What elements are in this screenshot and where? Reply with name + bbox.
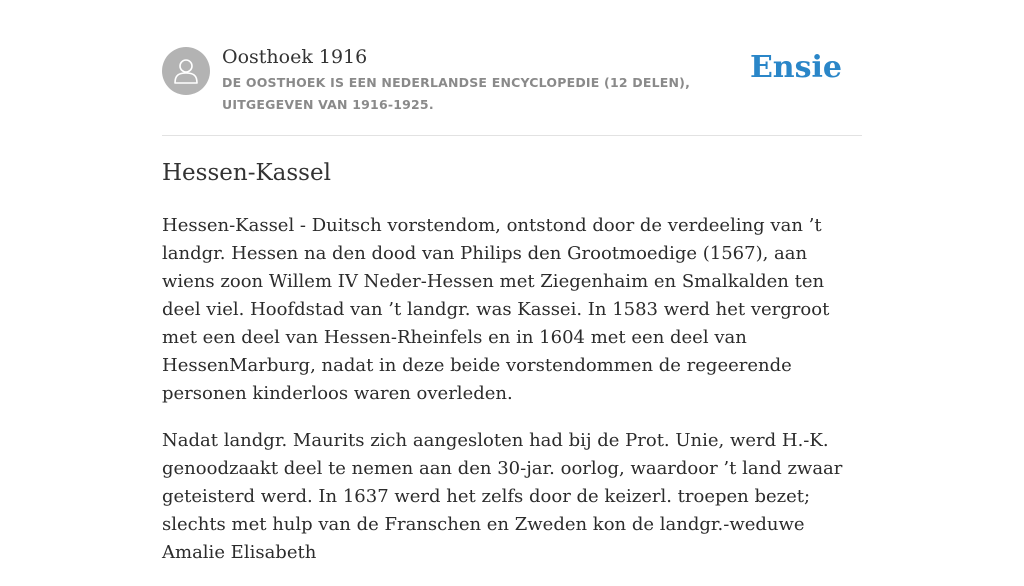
article-paragraph: Nadat landgr. Maurits zich aangesloten had bij de Prot. Unie, werd H.-K. genoodzaakt deel te nemen aan den 30-jar. oorlog, waardoor ’t land zwaar geteisterd werd. In 1637 werd het zelfs door de keizerl. troepen bezet; slechts met hulp van de Franschen en Zweden kon de landgr.-weduwe Amalie Elisabeth (162, 430, 843, 563)
user-icon (173, 57, 199, 85)
article-body (162, 212, 862, 586)
article-paragraph: Hessen-Kassel - Duitsch vorstendom, ontstond door de verdeeling van ’t landgr. Hessen na den dood van Philips den Grootmoedige (1567), aan wiens zoon Willem IV Neder-Hessen met Ziegenhaim en Smalkalden ten deel viel. Hoofdstad van ’t landgr. was Kassei. In 1583 werd het vergroot met een deel van Hessen-Rheinfels en in 1604 met een deel van HessenMarburg, nadat in deze beide vorstendommen de regeerende personen kinderloos waren overleden. (162, 215, 830, 404)
brand-logo[interactable]: Ensie (749, 50, 842, 85)
source-name[interactable]: Oosthoek 1916 (222, 46, 368, 68)
avatar[interactable] (162, 47, 210, 95)
source-description: DE OOSTHOEK IS EEN NEDERLANDSE ENCYCLOPEDIE (12 DELEN), UITGEGEVEN VAN 1916-1925. (222, 75, 691, 112)
article-title: Hessen-Kassel (162, 160, 331, 186)
divider (162, 135, 862, 136)
